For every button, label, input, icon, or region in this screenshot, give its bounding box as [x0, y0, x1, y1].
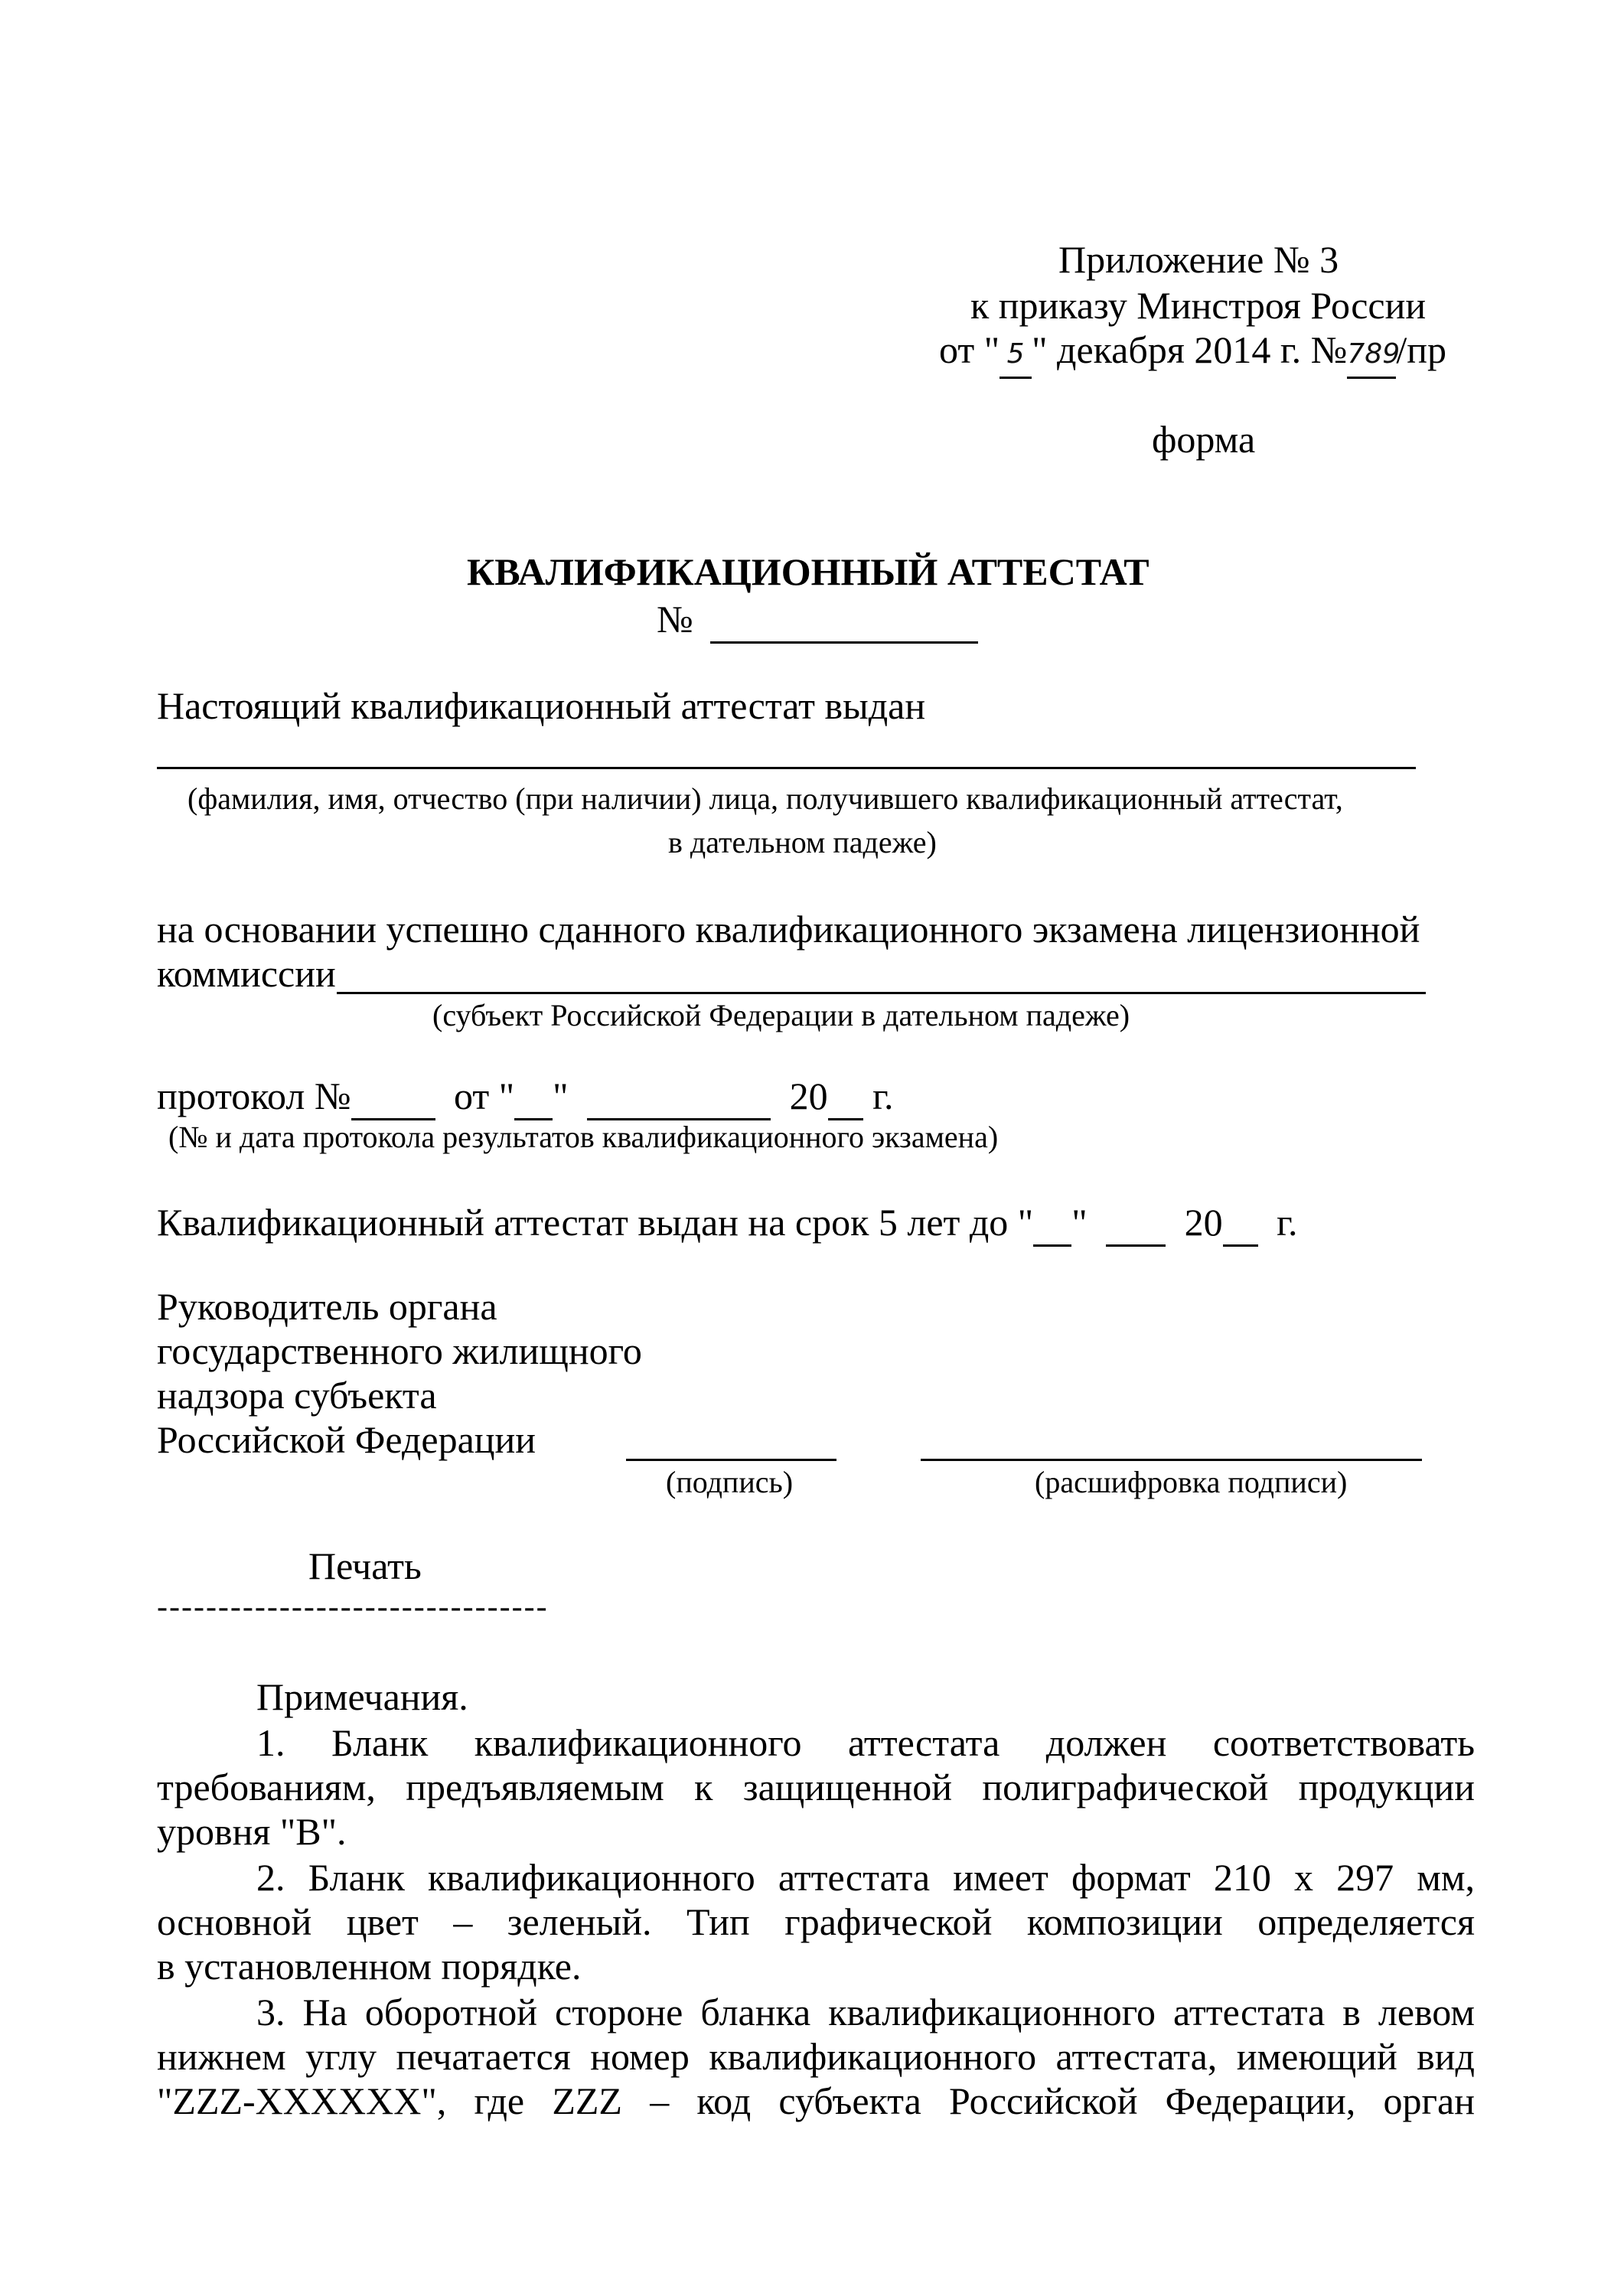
recipient-caption-2: в дательном падеже) — [668, 825, 937, 859]
signatory-line-3: надзора субъекта — [157, 1374, 437, 1417]
commission-subject-caption: (субъект Российской Федерации в дательном падеже) — [432, 998, 1130, 1032]
protocol-label: протокол № — [157, 1075, 351, 1117]
basis-text-line-1: на основании успешно сданного квалификационного экзамена лицензионной — [157, 908, 1420, 951]
date-day-handwritten: 5 — [1006, 338, 1025, 370]
recipient-name-line — [157, 767, 1416, 769]
certificate-number-line — [657, 597, 978, 644]
validity-text: Квалификационный аттестат выдан на срок 5 лет до " — [157, 1201, 1034, 1244]
protocol-year-field — [828, 1074, 863, 1120]
validity-month-field — [1106, 1200, 1166, 1247]
form-label: форма — [1152, 418, 1256, 461]
date-prefix: от " — [939, 328, 1000, 371]
note-2-line-2: основной цвет – зеленый. Тип графической композиции определяется — [157, 1900, 1475, 1943]
footnote-separator: -------------------------------- — [157, 1590, 549, 1625]
basis-text-line-2: коммиссии — [157, 952, 336, 995]
note-1-line-2: требованиям, предъявляемым к защищенной полиграфической продукции — [157, 1766, 1475, 1808]
signatory-line-1: Руководитель органа — [157, 1285, 497, 1328]
validity-line — [157, 1200, 1298, 1247]
note-1-line-3: уровня "В". — [157, 1810, 347, 1853]
recipient-caption-1: (фамилия, имя, отчество (при наличии) лица, получившего квалификационный аттестат, — [188, 781, 1343, 816]
note-2-line-1: 2. Бланк квалификационного аттестата имеет формат 210 х 297 мм, — [256, 1856, 1475, 1899]
signatory-line-2: государственного жилищного — [157, 1329, 642, 1372]
signature-decode-line — [921, 1459, 1422, 1461]
protocol-quote: " — [553, 1075, 569, 1117]
validity-day-field — [1033, 1200, 1071, 1247]
certificate-number-field — [710, 597, 978, 644]
validity-year: 20 — [1184, 1201, 1223, 1244]
signature-line — [626, 1459, 836, 1461]
order-date-line — [939, 328, 1446, 379]
protocol-caption: (№ и дата протокола результатов квалификационного экзамена) — [168, 1120, 999, 1154]
commission-subject-line — [337, 992, 1426, 994]
validity-g: г. — [1277, 1201, 1298, 1244]
signatory-line-4: Российской Федерации — [157, 1418, 536, 1461]
validity-year-field — [1223, 1200, 1258, 1247]
protocol-from: от " — [454, 1075, 515, 1117]
note-3-line-2: нижнем углу печатается номер квалификационного аттестата, имеющий вид — [157, 2035, 1475, 2078]
note-1-line-1: 1. Бланк квалификационного аттестата должен соответствовать — [256, 1721, 1475, 1764]
order-number-field — [1347, 328, 1401, 379]
protocol-g: г. — [872, 1075, 894, 1117]
signature-caption: (подпись) — [666, 1465, 794, 1499]
notes-heading: Примечания. — [256, 1675, 468, 1718]
signature-decode-caption: (расшифровка подписи) — [1035, 1465, 1348, 1499]
number-label: № — [657, 598, 693, 641]
document-title: КВАЛИФИКАЦИОННЫЙ АТТЕСТАТ — [467, 550, 1150, 593]
protocol-month-field — [587, 1074, 771, 1120]
order-suffix: /пр — [1396, 328, 1447, 371]
note-3-line-1: 3. На оборотной стороне бланка квалификационного аттестата в левом — [256, 1991, 1475, 2033]
note-3-line-3: "ZZZ-XXXXXX", где ZZZ – код субъекта Российской Федерации, орган — [157, 2079, 1475, 2122]
validity-quote: " — [1071, 1201, 1088, 1244]
protocol-day-field — [514, 1074, 553, 1120]
issued-to-text: Настоящий квалификационный аттестат выдан — [157, 684, 926, 727]
order-number-handwritten: 789 — [1347, 338, 1401, 370]
protocol-line — [157, 1074, 893, 1120]
note-2-line-3: в установленном порядке. — [157, 1945, 582, 1988]
date-day-field — [1000, 328, 1032, 379]
seal-label: Печать — [308, 1544, 422, 1587]
order-reference: к приказу Минстроя России — [970, 284, 1427, 327]
protocol-year: 20 — [789, 1075, 828, 1117]
protocol-number-field — [351, 1074, 435, 1120]
appendix-label: Приложение № 3 — [1058, 238, 1339, 281]
date-rest: " декабря 2014 г. № — [1032, 328, 1348, 371]
